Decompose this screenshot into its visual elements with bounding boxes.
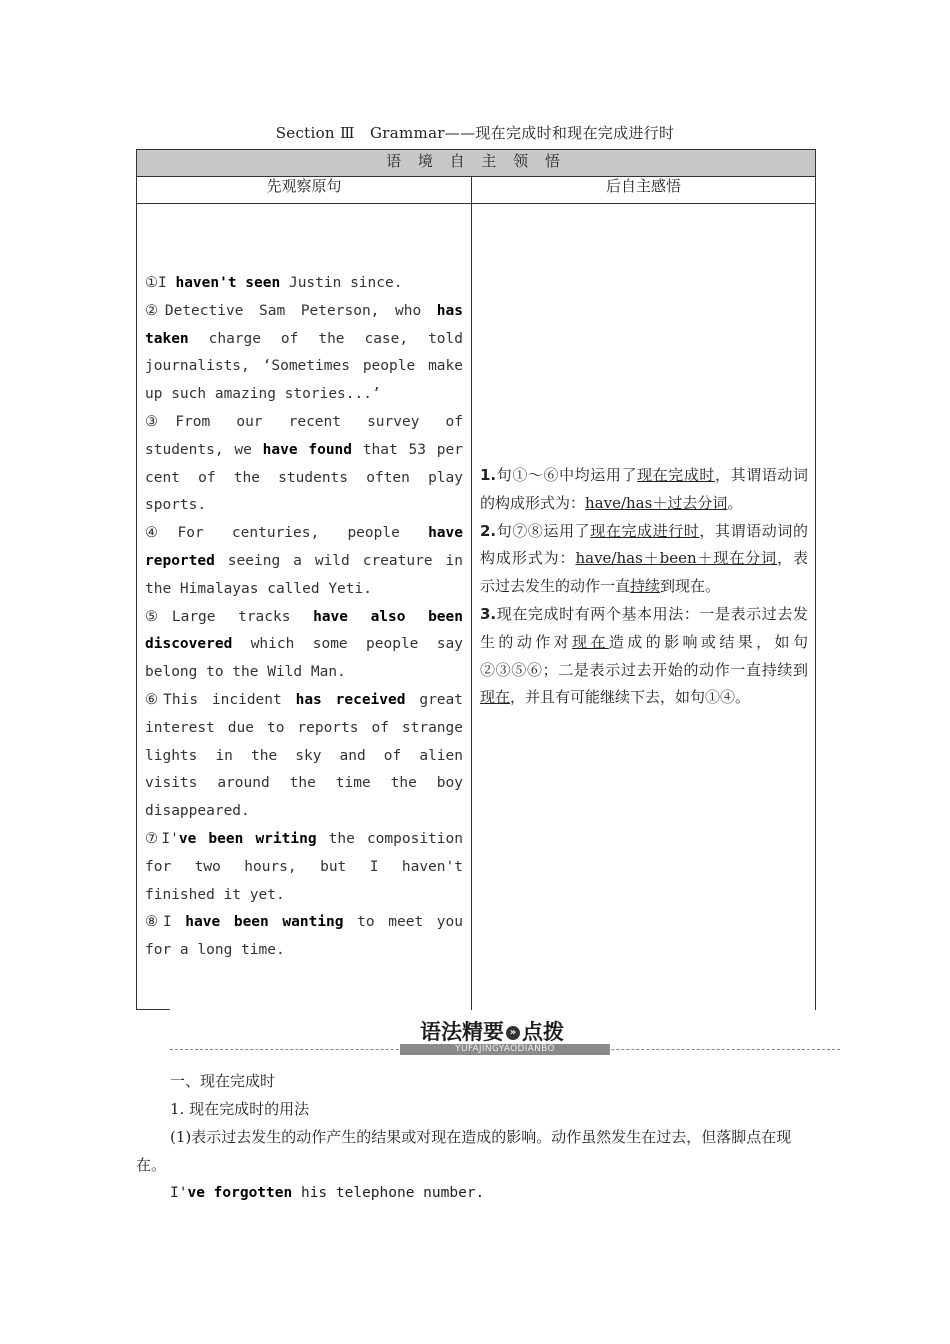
col-header-right: 后自主感悟 bbox=[605, 177, 681, 195]
sentence-2: ②Detective Sam Peterson, who has taken charge of the case, told journalists, ‘Sometimes people make up such amazing stories...’ bbox=[145, 302, 463, 403]
example-sentence: I've forgotten his telephone number. bbox=[170, 1185, 485, 1201]
note-3: 3.现在完成时有两个基本用法：一是表示过去发生的动作对现在造成的影响或结果，如句②③⑤⑥；二是表示过去开始的动作一直持续到现在，并且有可能继续下去，如句①④。 bbox=[480, 604, 808, 707]
sentence-6: ⑥This incident has received great interest due to reports of strange lights in the sky and of alien visits around the time the boy disappeared. bbox=[145, 691, 463, 820]
sentence-7: ⑦I've been writing the composition for two hours, but I haven't finished it yet. bbox=[145, 830, 463, 903]
sentence-8: ⑧I have been wanting to meet you for a long time. bbox=[145, 914, 463, 959]
table-bottom-tick bbox=[136, 1009, 170, 1010]
sentence-5: ⑤Large tracks have also been discovered which some people say belong to the Wild Man. bbox=[145, 608, 463, 681]
note-1: 1.句①～⑥中均运用了现在完成时，其谓语动词的构成形式为：have/has＋过去分词。 bbox=[480, 466, 808, 512]
section-heading: 一、现在完成时 bbox=[170, 1072, 276, 1090]
usage-paragraph: (1)表示过去发生的动作产生的结果或对现在造成的影响。动作虽然发生在过去，但落脚点在现在。 bbox=[136, 1128, 792, 1174]
subsection-heading: 1. 现在完成时的用法 bbox=[170, 1100, 310, 1118]
notes-column bbox=[472, 204, 815, 1010]
sentence-1: ①I haven't seen Justin since. bbox=[145, 275, 403, 291]
banner-pinyin: YUFAJINGYAODIANBO bbox=[400, 1044, 610, 1055]
table-subheader bbox=[137, 177, 815, 204]
sentences-column bbox=[137, 204, 472, 1010]
sentence-3: ③From our recent survey of students, we have found that 53 per cent of the students often play sports. bbox=[145, 413, 463, 514]
grammar-table bbox=[136, 149, 816, 1010]
arrow-circle-icon: » bbox=[506, 1026, 520, 1040]
page-title: Section Ⅲ Grammar——现在完成时和现在完成进行时 bbox=[275, 124, 675, 142]
note-2: 2.句⑦⑧运用了现在完成进行时，其谓语动词的构成形式为：have/has＋been＋现在分词，表示过去发生的动作一直持续到现在。 bbox=[480, 521, 808, 596]
table-header: 语 境 自 主 领 悟 bbox=[137, 150, 815, 177]
grammar-notes bbox=[480, 462, 808, 712]
grammar-content bbox=[136, 1067, 816, 1207]
banner-title: 语法精要 » 点拨 bbox=[420, 1020, 564, 1044]
sentence-4: ④For centuries, people have reported seeing a wild creature in the Himalayas called Yeti. bbox=[145, 525, 463, 597]
table-body bbox=[137, 204, 815, 1010]
section-banner bbox=[170, 1016, 840, 1062]
example-sentences bbox=[145, 270, 463, 965]
col-header-left: 先观察原句 bbox=[137, 177, 472, 203]
